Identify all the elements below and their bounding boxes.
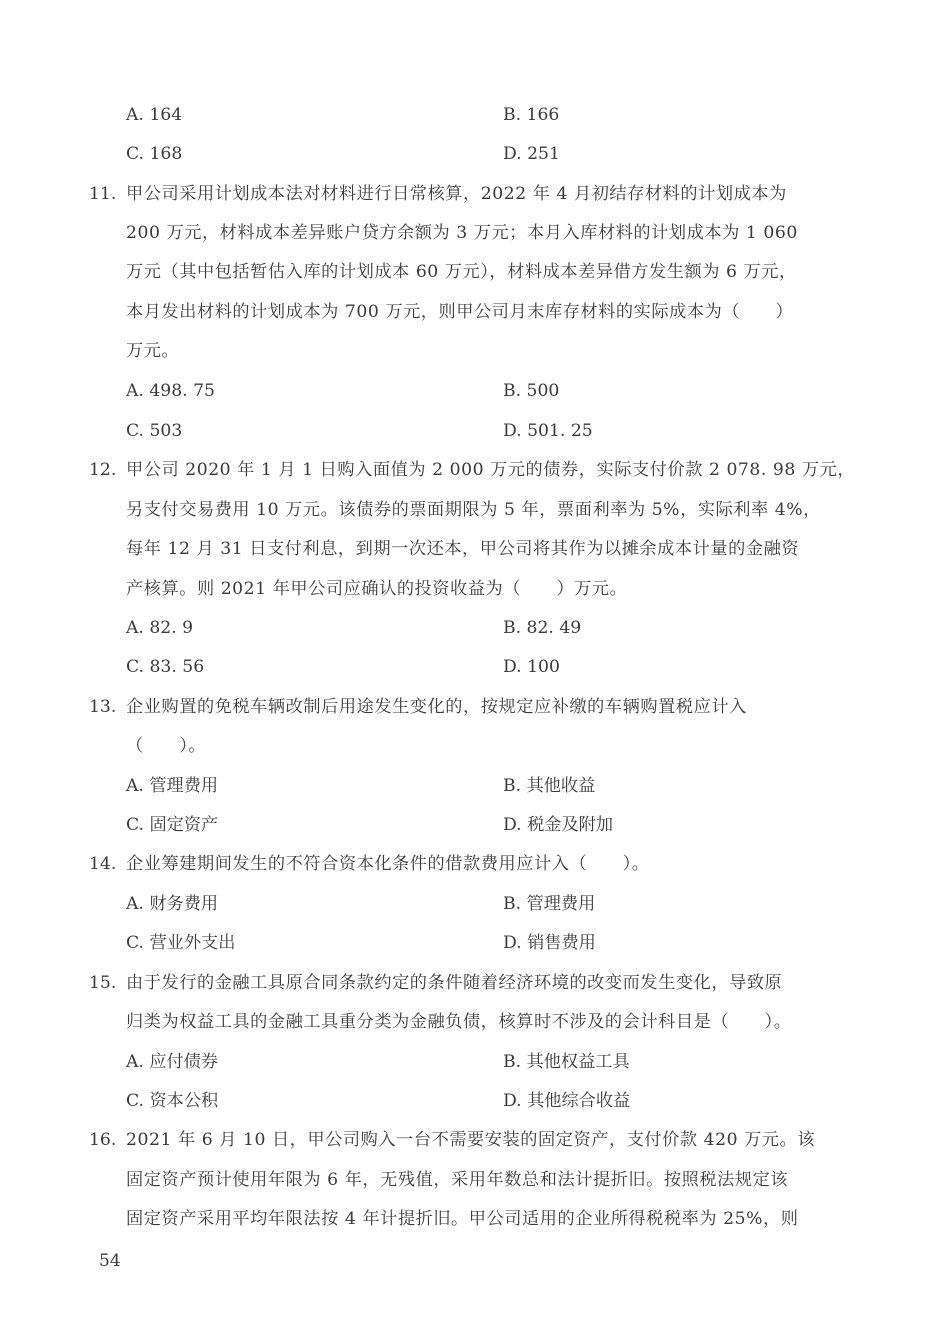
q11-number: 11. xyxy=(89,184,117,204)
q16-line-3: 固定资产采用平均年限法按 4 年计提折旧。甲公司适用的企业所得税税率为 25%，则 xyxy=(126,1209,799,1229)
q14-option-d: D. 销售费用 xyxy=(503,933,596,953)
q11-line-5: 万元。 xyxy=(126,341,180,361)
q15-option-c: C. 资本公积 xyxy=(126,1091,219,1111)
q12-line-2: 另支付交易费用 10 万元。该债券的票面期限为 5 年，票面利率为 5%，实际利率 4%， xyxy=(126,500,821,520)
q10-option-a: A. 164 xyxy=(126,105,183,125)
q14-option-c: C. 营业外支出 xyxy=(126,933,236,953)
page-number: 54 xyxy=(99,1251,121,1271)
q13-number: 13. xyxy=(89,697,117,717)
q16-line-1: 2021 年 6 月 10 日，甲公司购入一台不需要安装的固定资产，支付价款 420 万元。该 xyxy=(126,1130,816,1150)
q13-line-2: （ ）。 xyxy=(126,736,207,756)
q13-option-b: B. 其他收益 xyxy=(503,776,596,796)
q11-line-3: 万元（其中包括暂估入库的计划成本 60 万元），材料成本差异借方发生额为 6 万元， xyxy=(126,262,797,282)
q13-option-c: C. 固定资产 xyxy=(126,815,219,835)
q15-line-1: 由于发行的金融工具原合同条款约定的条件随着经济环境的改变而发生变化，导致原 xyxy=(126,973,783,993)
q15-number: 15. xyxy=(89,973,117,993)
q13-option-d: D. 税金及附加 xyxy=(503,815,614,835)
q10-option-b: B. 166 xyxy=(503,105,560,125)
q12-option-a: A. 82. 9 xyxy=(126,618,194,638)
q14-option-a: A. 财务费用 xyxy=(126,894,219,914)
q15-option-d: D. 其他综合收益 xyxy=(503,1091,631,1111)
q11-option-c: C. 503 xyxy=(126,421,183,441)
q13-option-a: A. 管理费用 xyxy=(126,776,219,796)
q14-line-1: 企业筹建期间发生的不符合资本化条件的借款费用应计入（ ）。 xyxy=(126,854,650,874)
q12-line-3: 每年 12 月 31 日支付利息，到期一次还本，甲公司将其作为以摊余成本计量的金融资 xyxy=(126,539,800,559)
q11-option-b: B. 500 xyxy=(503,381,560,401)
q10-option-c: C. 168 xyxy=(126,144,183,164)
q11-line-2: 200 万元，材料成本差异账户贷方余额为 3 万元；本月入库材料的计划成本为 1 060 xyxy=(126,223,798,243)
q11-option-a: A. 498. 75 xyxy=(126,381,215,401)
q13-line-1: 企业购置的免税车辆改制后用途发生变化的，按规定应补缴的车辆购置税应计入 xyxy=(126,697,747,717)
q14-number: 14. xyxy=(89,854,117,874)
q12-line-1: 甲公司 2020 年 1 月 1 日购入面值为 2 000 万元的债券，实际支付价款 2 078. 98 万元， xyxy=(126,460,856,480)
q11-line-4: 本月发出材料的计划成本为 700 万元，则甲公司月末库存材料的实际成本为（ ） xyxy=(126,302,794,322)
q12-line-4: 产核算。则 2021 年甲公司应确认的投资收益为（ ）万元。 xyxy=(126,579,628,599)
q15-line-2: 归类为权益工具的金融工具重分类为金融负债，核算时不涉及的会计科目是（ ）。 xyxy=(126,1012,792,1032)
q12-option-b: B. 82. 49 xyxy=(503,618,582,638)
q12-option-c: C. 83. 56 xyxy=(126,657,205,677)
q12-option-d: D. 100 xyxy=(503,657,560,677)
q14-option-b: B. 管理费用 xyxy=(503,894,596,914)
q15-option-b: B. 其他权益工具 xyxy=(503,1052,630,1072)
q16-number: 16. xyxy=(89,1130,117,1150)
q10-option-d: D. 251 xyxy=(503,144,560,164)
q11-line-1: 甲公司采用计划成本法对材料进行日常核算，2022 年 4 月初结存材料的计划成本为 xyxy=(126,184,787,204)
q15-option-a: A. 应付债券 xyxy=(126,1052,219,1072)
q16-line-2: 固定资产预计使用年限为 6 年，无残值，采用年数总和法计提折旧。按照税法规定该 xyxy=(126,1170,789,1190)
q12-number: 12. xyxy=(89,460,117,480)
q11-option-d: D. 501. 25 xyxy=(503,421,593,441)
